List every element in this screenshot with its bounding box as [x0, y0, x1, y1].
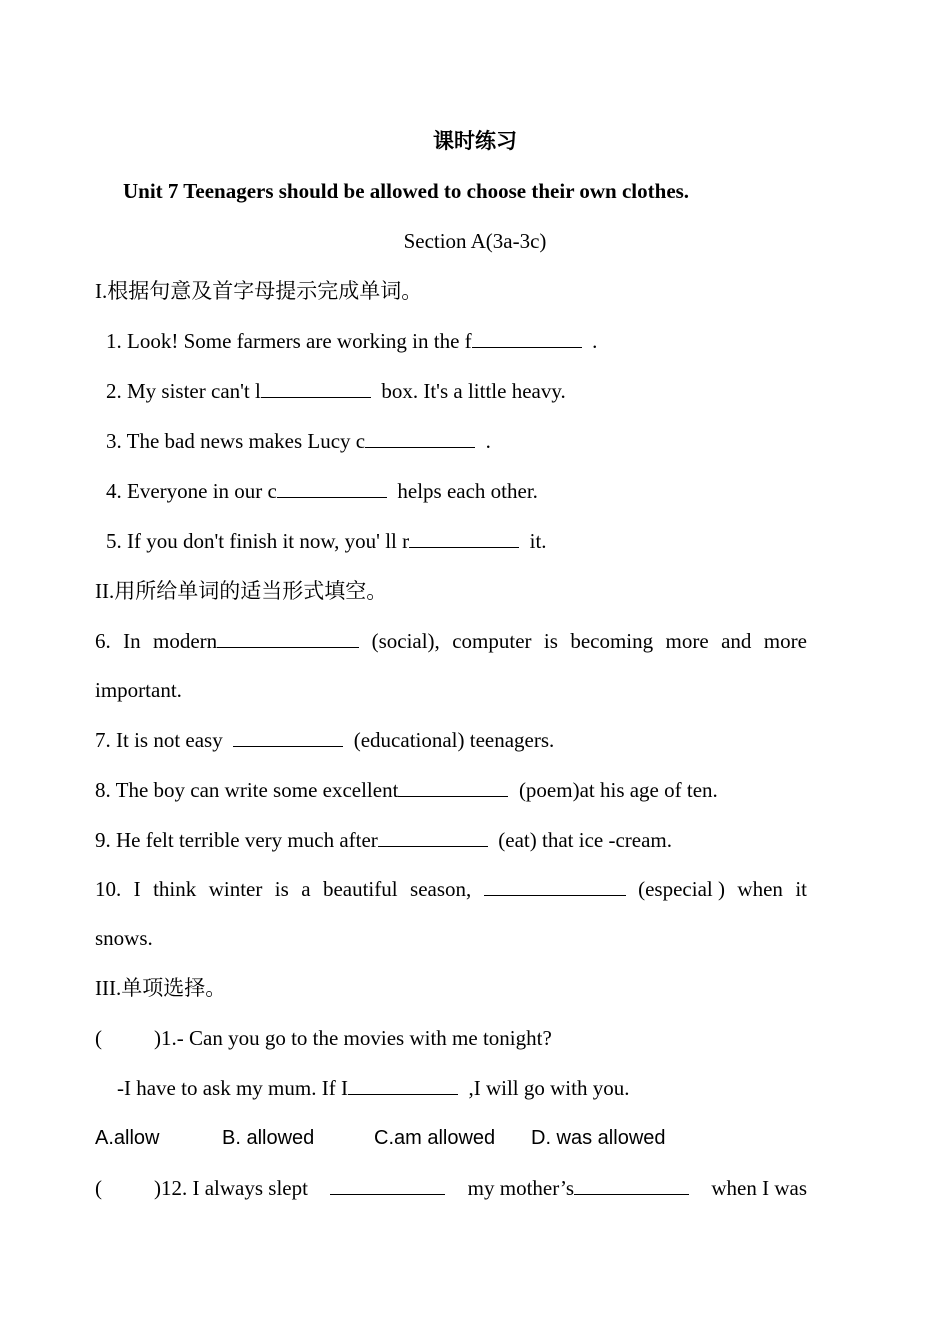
- question-text: my mother’s: [467, 1176, 575, 1200]
- word: winter: [208, 877, 263, 901]
- part2-item-10: [95, 874, 807, 904]
- word: I: [133, 877, 141, 901]
- word: 10.: [95, 877, 122, 901]
- answer-paren-group: [95, 1173, 308, 1203]
- part3-item-12: [95, 1173, 807, 1203]
- part2-item-8: [95, 775, 807, 805]
- item-text: 1. Look! Some farmers are working in the f: [106, 329, 472, 353]
- page-title: 课时练习: [433, 129, 517, 153]
- part1-item-4: [106, 476, 818, 506]
- part1-item-2: [106, 376, 818, 406]
- item-text: .: [485, 429, 491, 453]
- question-stem: )12. I always slept: [154, 1176, 308, 1200]
- answer-blank[interactable]: [484, 877, 626, 896]
- part2-item-6: [95, 626, 807, 656]
- part2-heading: II.用所给单词的适当形式填空。: [95, 579, 388, 603]
- word: (especial ): [638, 877, 725, 901]
- part2-item-7: [95, 725, 807, 755]
- answer-blank[interactable]: [233, 728, 343, 747]
- answer-blank[interactable]: [348, 1076, 458, 1095]
- word: modern: [153, 629, 218, 653]
- reply-text: -I have to ask my mum. If I: [117, 1076, 348, 1100]
- word: and: [721, 629, 752, 653]
- part1-item-1: [106, 326, 818, 356]
- answer-blank[interactable]: [365, 429, 475, 448]
- item-text: (educational) teenagers.: [353, 728, 555, 752]
- item-text: 7. It is not easy: [95, 728, 223, 752]
- part3-item-11: [95, 1023, 807, 1053]
- word: beautiful: [322, 877, 398, 901]
- part3-item-11-reply: [117, 1073, 829, 1103]
- option-c[interactable]: C.am allowed: [374, 1127, 496, 1149]
- word: more: [665, 629, 709, 653]
- question-stem: )1.- Can you go to the movies with me tonight?: [154, 1026, 552, 1050]
- item-text: box. It's a little heavy.: [381, 379, 566, 403]
- part1-heading: I.根据句意及首字母提示完成单词。: [95, 279, 423, 303]
- question-text: when I was: [711, 1176, 807, 1200]
- option-a[interactable]: A.allow: [95, 1127, 160, 1149]
- word-with-blank: [468, 1173, 689, 1203]
- item-text: 5. If you don't finish it now, you' ll r: [106, 529, 410, 553]
- answer-paren-open: (: [95, 1176, 102, 1200]
- answer-blank[interactable]: [277, 479, 387, 498]
- option-b[interactable]: B. allowed: [222, 1127, 315, 1149]
- word: is: [543, 629, 558, 653]
- item-text: helps each other.: [397, 479, 538, 503]
- item-text: 8. The boy can write some excellent: [95, 778, 399, 802]
- part2-item-9: [95, 825, 807, 855]
- item-text: 3. The bad news makes Lucy c: [106, 429, 366, 453]
- part2-item-10-continued: snows.: [95, 926, 153, 950]
- answer-blank[interactable]: [472, 329, 582, 348]
- word: when: [737, 877, 783, 901]
- item-text: (poem)at his age of ten.: [518, 778, 718, 802]
- item-text: 2. My sister can't l: [106, 379, 261, 403]
- word: (social),: [371, 629, 440, 653]
- part1-item-3: [106, 426, 818, 456]
- item-text: it.: [529, 529, 547, 553]
- answer-blank[interactable]: [378, 828, 488, 847]
- answer-blank[interactable]: [261, 379, 371, 398]
- item-text: 9. He felt terrible very much after: [95, 828, 378, 852]
- part3-heading: III.单项选择。: [95, 976, 227, 1000]
- word: more: [763, 629, 807, 653]
- word: is: [274, 877, 289, 901]
- answer-blank[interactable]: [409, 529, 519, 548]
- option-d[interactable]: D. was allowed: [531, 1127, 666, 1149]
- part2-item-6-continued: important.: [95, 678, 182, 702]
- part3-item-11-options: [95, 1123, 807, 1153]
- word: computer: [452, 629, 532, 653]
- word: think: [153, 877, 197, 901]
- answer-blank[interactable]: [398, 778, 508, 797]
- word: becoming: [570, 629, 654, 653]
- word: season,: [410, 877, 472, 901]
- word: a: [301, 877, 311, 901]
- answer-blank[interactable]: [330, 1176, 445, 1195]
- part1-item-5: [106, 526, 818, 556]
- item-text: 4. Everyone in our c: [106, 479, 277, 503]
- word: In: [123, 629, 141, 653]
- answer-paren-open: (: [95, 1026, 102, 1050]
- word: it: [795, 877, 807, 901]
- unit-subtitle: Unit 7 Teenagers should be allowed to choose their own clothes.: [123, 179, 690, 203]
- word: 6.: [95, 629, 111, 653]
- answer-blank[interactable]: [574, 1176, 689, 1195]
- reply-text: ,I will go with you.: [468, 1076, 630, 1100]
- section-label: Section A(3a-3c): [403, 229, 547, 253]
- answer-blank[interactable]: [217, 629, 359, 648]
- item-text: (eat) that ice -cream.: [498, 828, 673, 852]
- word-with-blank: [153, 626, 359, 656]
- item-text: .: [592, 329, 598, 353]
